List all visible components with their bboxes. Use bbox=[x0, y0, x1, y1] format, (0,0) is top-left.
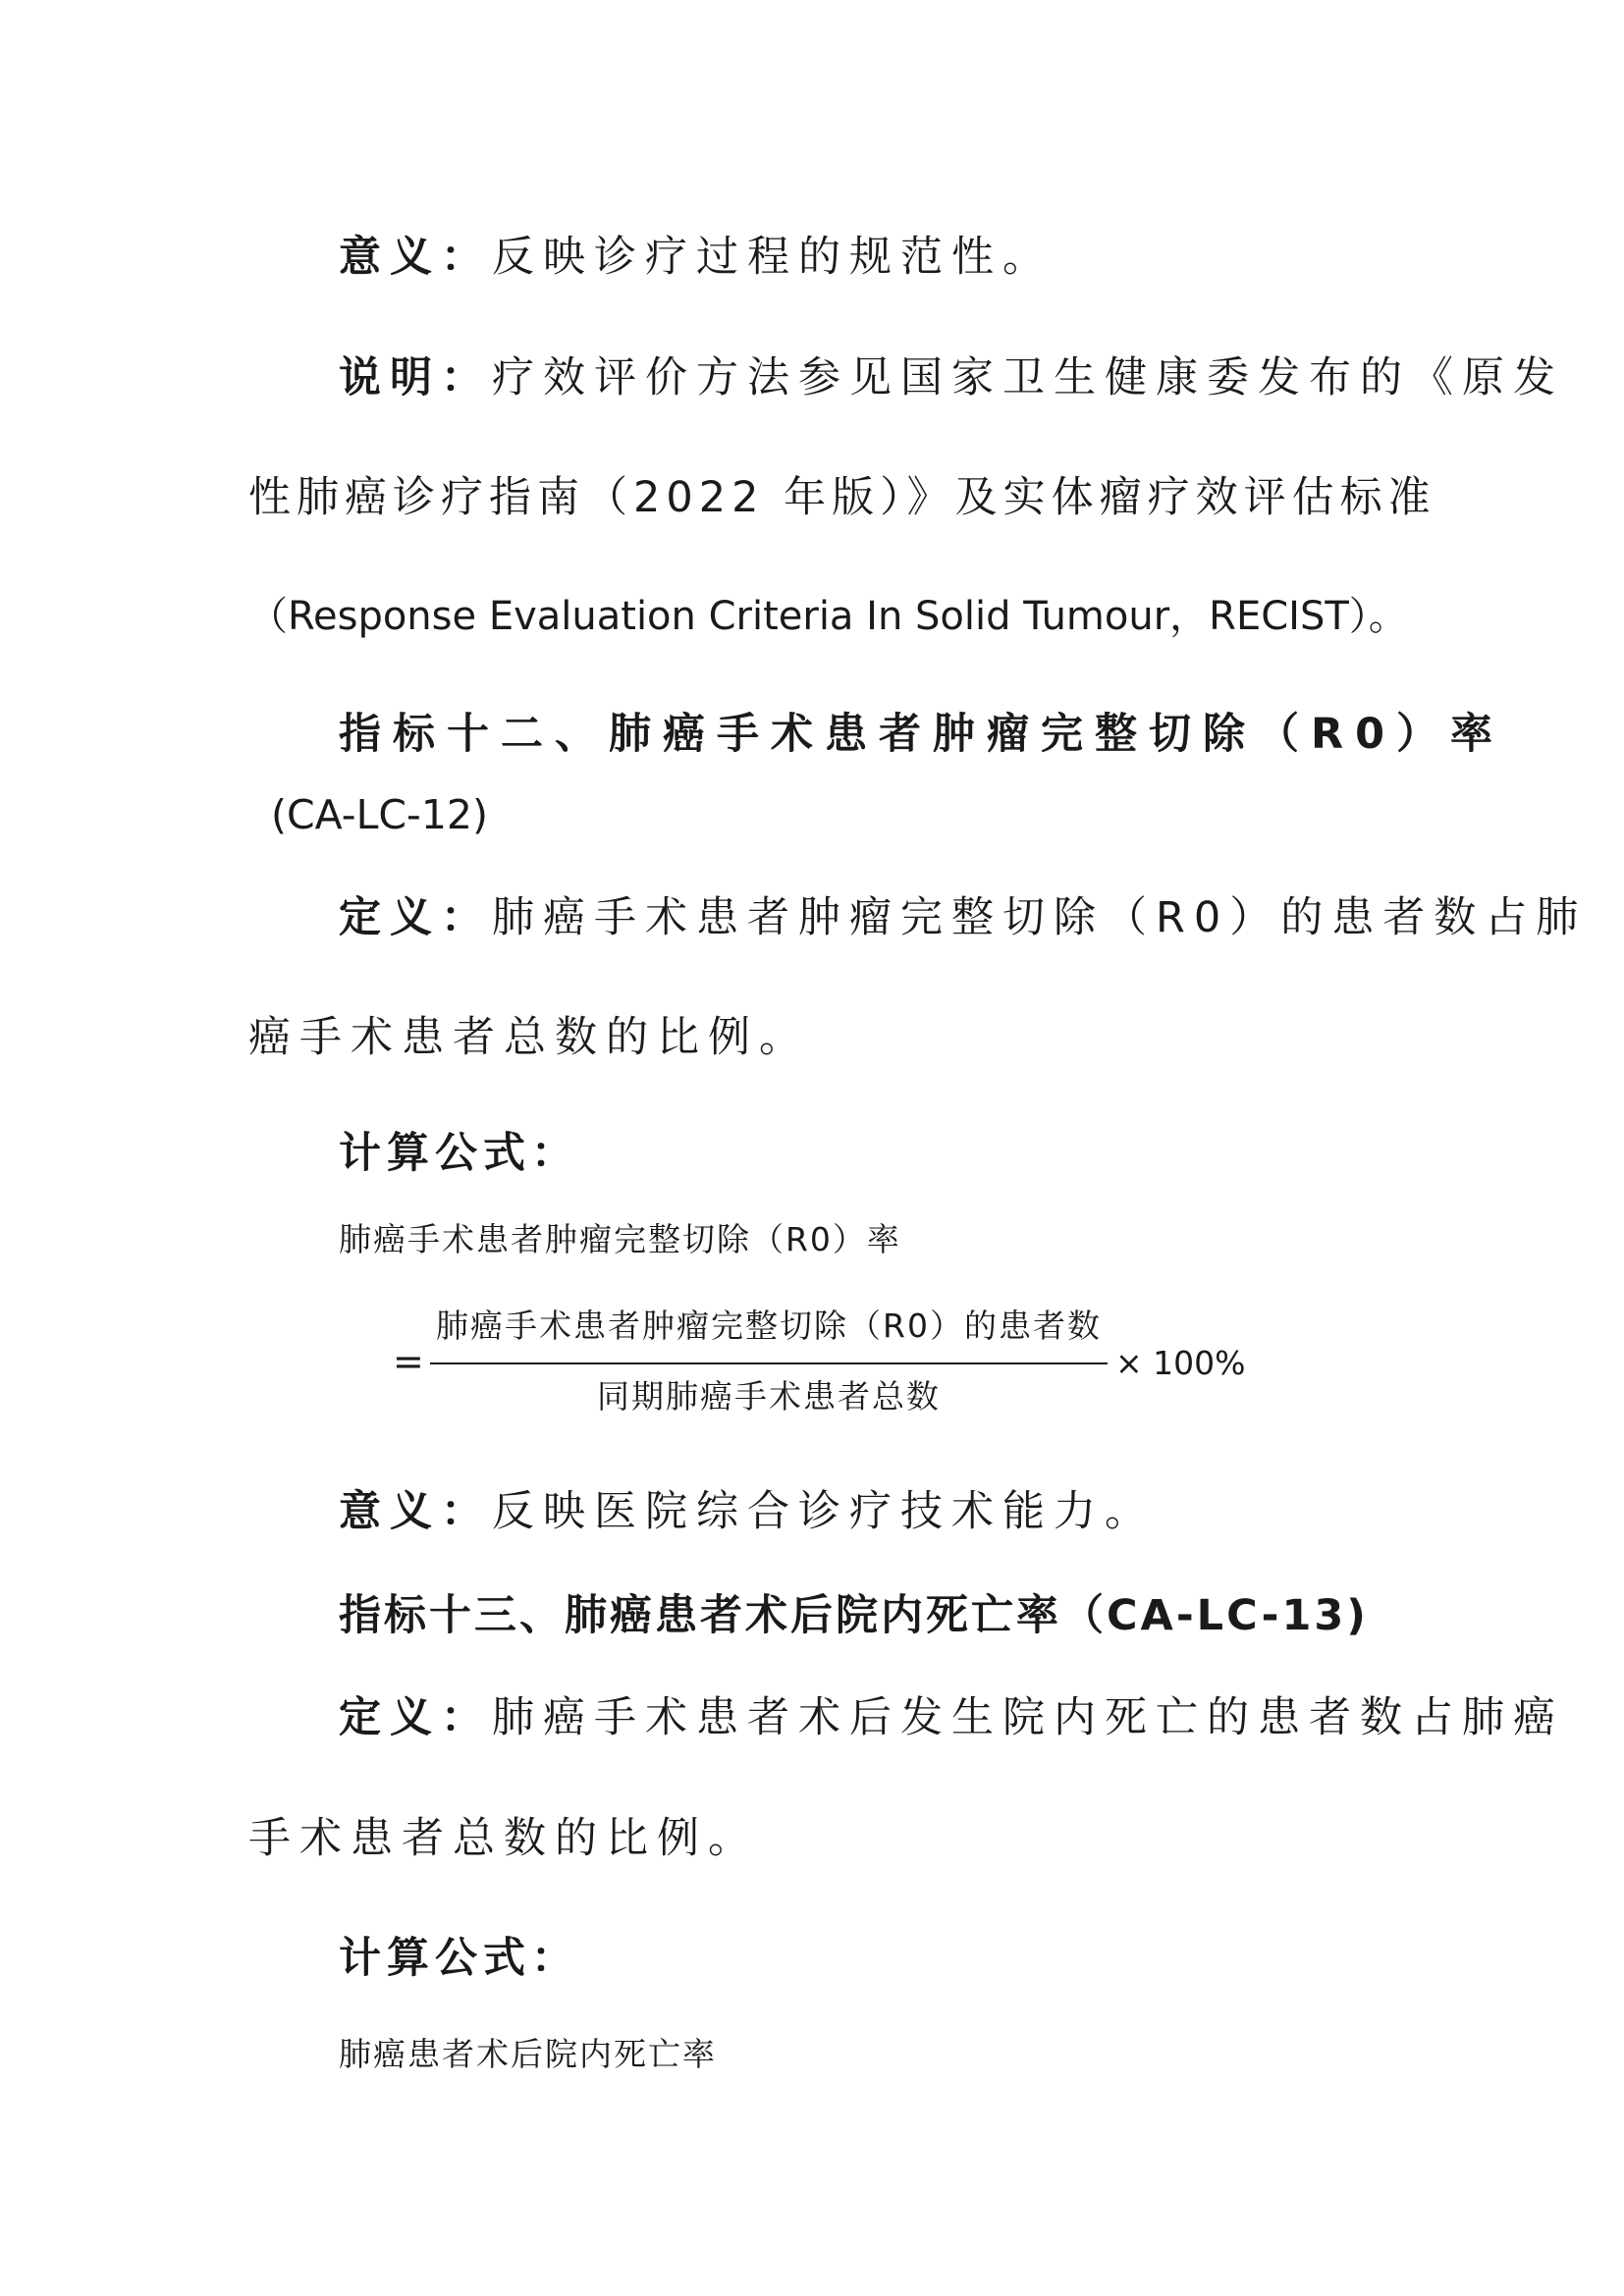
meaning-paragraph bbox=[339, 228, 1054, 287]
equals-sign: = bbox=[393, 1340, 424, 1383]
meaning-12-paragraph bbox=[339, 1482, 1156, 1541]
indicator-13-title: 指标十三、肺癌患者术后院内死亡率（CA-LC-13) bbox=[339, 1591, 1369, 1640]
note-text-1: 疗效评价方法参见国家卫生健康委发布的《原发 bbox=[492, 353, 1564, 402]
note-line-2: 性肺癌诊疗指南（2022 年版）》及实体瘤疗效评估标准 bbox=[248, 473, 1436, 522]
note-line-3: （Response Evaluation Criteria In Solid Tumour，RECIST）。 bbox=[248, 594, 1408, 639]
formula-13-name: 肺癌患者术后院内死亡率 bbox=[339, 2035, 717, 2073]
formula-12-denominator: 同期肺癌手术患者总数 bbox=[597, 1377, 941, 1415]
definition-13-label: 定义： bbox=[339, 1693, 492, 1742]
note-line-1 bbox=[339, 348, 1564, 407]
meaning-label: 意义： bbox=[339, 233, 492, 282]
formula-12-name: 肺癌手术患者肿瘤完整切除（R0）率 bbox=[339, 1220, 901, 1258]
definition-13-line-1 bbox=[339, 1688, 1564, 1747]
definition-12-text-1: 肺癌手术患者肿瘤完整切除（R0）的患者数占肺 bbox=[492, 893, 1588, 942]
indicator-12-title: 指标十二、肺癌手术患者肿瘤完整切除（R0）率 bbox=[339, 710, 1505, 759]
indicator-12-code: (CA-LC-12) bbox=[271, 791, 488, 838]
meaning-12-text: 反映医院综合诊疗技术能力。 bbox=[492, 1487, 1156, 1536]
formula-12-numerator: 肺癌手术患者肿瘤完整切除（R0）的患者数 bbox=[436, 1307, 1102, 1345]
formula-13-label: 计算公式： bbox=[339, 1934, 579, 1983]
meaning-12-label: 意义： bbox=[339, 1487, 492, 1536]
formula-12-fraction bbox=[393, 1298, 1247, 1425]
note-label: 说明： bbox=[339, 353, 492, 402]
formula-12-label: 计算公式： bbox=[339, 1129, 579, 1178]
definition-12-line-1 bbox=[339, 888, 1587, 947]
definition-12-label: 定义： bbox=[339, 893, 492, 942]
formula-12-multiplier: × 100% bbox=[1115, 1344, 1246, 1382]
meaning-text: 反映诊疗过程的规范性。 bbox=[492, 233, 1054, 282]
definition-12-line-2: 癌手术患者总数的比例。 bbox=[248, 1013, 810, 1062]
definition-13-line-2: 手术患者总数的比例。 bbox=[248, 1814, 759, 1863]
definition-13-text-1: 肺癌手术患者术后发生院内死亡的患者数占肺癌 bbox=[492, 1693, 1564, 1742]
fraction-bar bbox=[430, 1362, 1108, 1364]
